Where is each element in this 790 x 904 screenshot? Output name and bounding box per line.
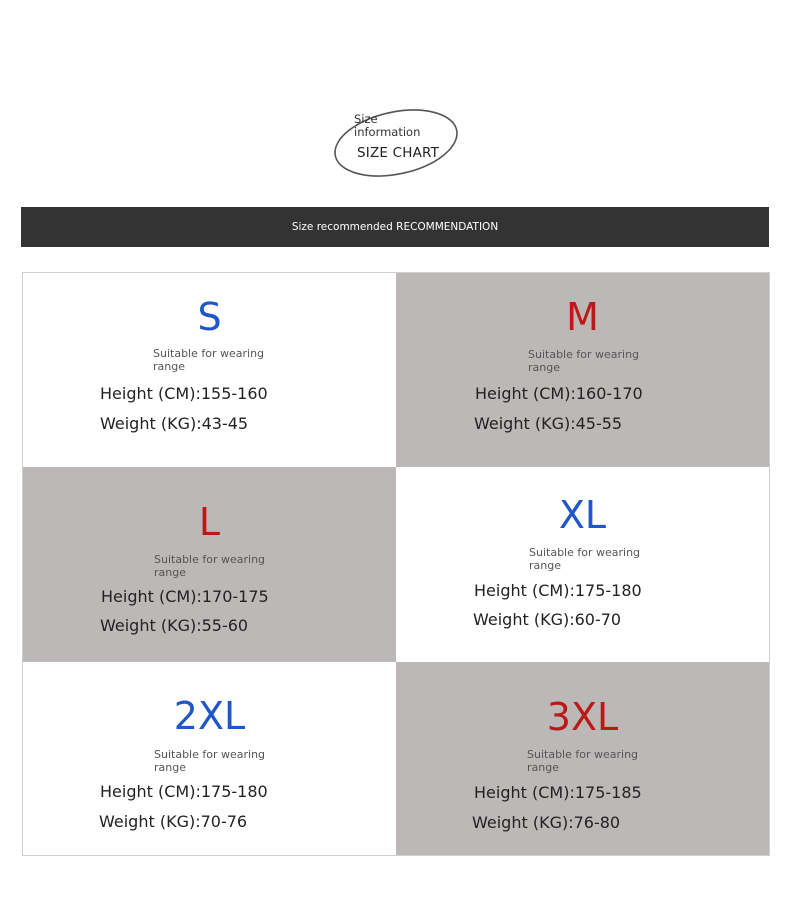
weight-range: Weight (KG):55-60: [100, 616, 249, 635]
suitable-note: Suitable for wearing range: [154, 748, 266, 774]
ellipse-outline-icon: [332, 106, 460, 180]
recommendation-banner: [21, 207, 769, 247]
weight-range: Weight (KG):70-76: [99, 812, 248, 831]
size-chart-logo: [332, 106, 460, 180]
size-grid: [22, 272, 770, 856]
size-label: L: [198, 500, 221, 544]
size-label: XL: [558, 493, 607, 537]
suitable-note: Suitable for wearing range: [527, 748, 639, 774]
height-range: Height (CM):175-185: [474, 783, 642, 802]
height-range: Height (CM):175-180: [100, 782, 268, 801]
height-range: Height (CM):170-175: [101, 587, 269, 606]
size-card-xl: [396, 467, 769, 662]
weight-range: Weight (KG):60-70: [473, 610, 622, 629]
size-label: S: [197, 295, 222, 339]
size-card-l: [23, 467, 396, 662]
size-label: 3XL: [546, 695, 619, 739]
suitable-note: Suitable for wearing range: [528, 348, 640, 374]
size-card-3xl: [396, 662, 769, 855]
size-label: M: [566, 295, 599, 339]
weight-range: Weight (KG):45-55: [474, 414, 623, 433]
logo-line-2: information: [354, 125, 421, 139]
suitable-note: Suitable for wearing range: [153, 347, 265, 373]
suitable-note: Suitable for wearing range: [529, 546, 641, 572]
weight-range: Weight (KG):76-80: [472, 813, 621, 832]
size-card-2xl: [23, 662, 396, 855]
size-card-s: [23, 273, 396, 467]
height-range: Height (CM):175-180: [474, 581, 642, 600]
logo-title: SIZE CHART: [357, 145, 440, 161]
height-range: Height (CM):155-160: [100, 384, 268, 403]
logo-line-1: Size: [354, 112, 378, 126]
suitable-note: Suitable for wearing range: [154, 553, 266, 579]
size-label: 2XL: [173, 694, 246, 738]
height-range: Height (CM):160-170: [475, 384, 643, 403]
weight-range: Weight (KG):43-45: [100, 414, 249, 433]
banner-text: Size recommended RECOMMENDATION: [291, 221, 499, 233]
size-card-m: [396, 273, 769, 467]
